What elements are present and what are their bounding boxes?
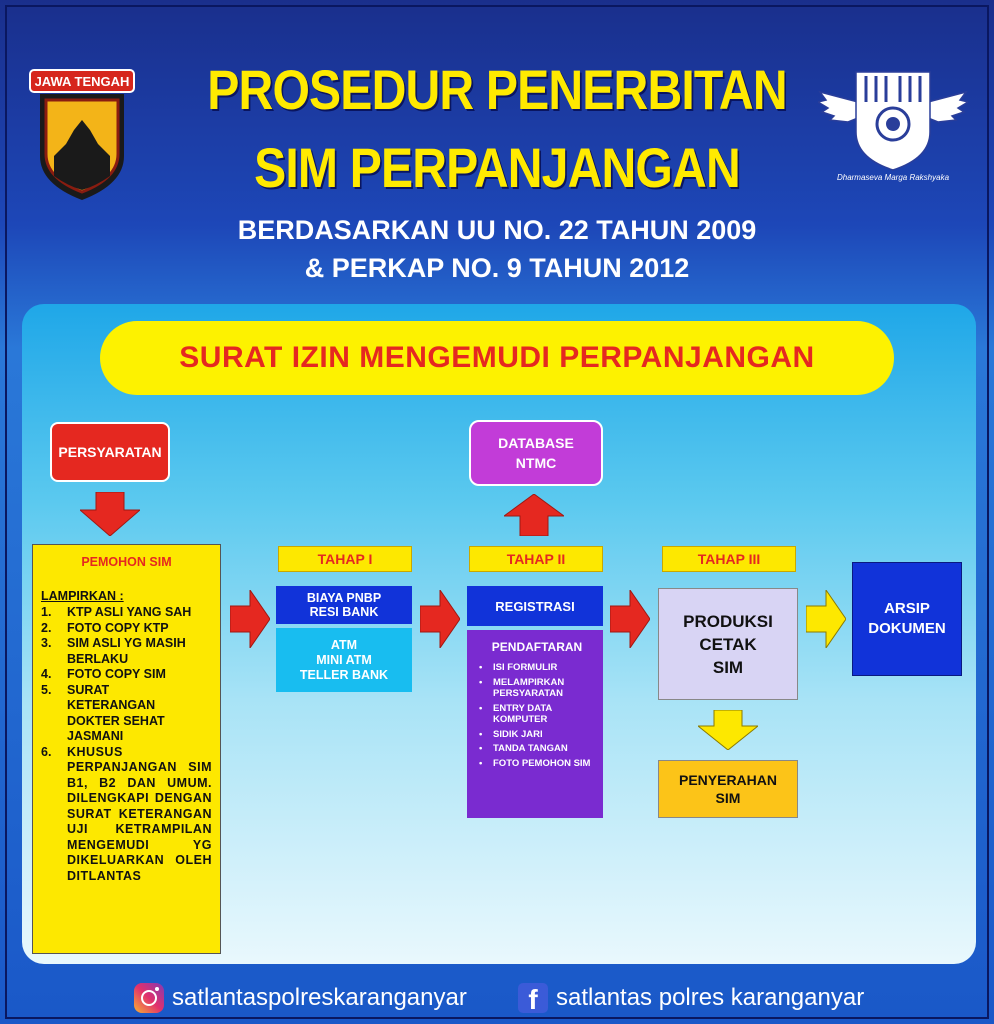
korlantas-logo: [818, 62, 968, 187]
pendaftaran-item: • MELAMPIRKAN PERSYARATAN: [479, 676, 565, 699]
requirement-item: 3. SIM ASLI YG MASIH BERLAKU: [41, 636, 186, 666]
pendaftaran-title: PENDAFTARAN: [491, 640, 583, 654]
arrow-right-3: [610, 590, 650, 648]
polda-jateng-logo: [26, 64, 138, 204]
facebook-handle: satlantas polres karanganyar: [556, 984, 865, 1011]
subtitle-line-2: & PERKAP NO. 9 TAHUN 2012: [304, 253, 690, 283]
pendaftaran-item: • ISI FORMULIR: [479, 662, 558, 673]
tahap-3-label: TAHAP III: [662, 546, 796, 572]
pendaftaran-item: • SIDIK JARI: [479, 728, 543, 740]
lampiran-label: LAMPIRKAN :: [41, 589, 124, 603]
requirement-item: 1. KTP ASLI YANG SAH: [41, 605, 192, 619]
arrow-down-persyaratan: [80, 492, 140, 536]
arrow-down-produksi: [698, 710, 758, 750]
subtitle-line-1: BERDASARKAN UU NO. 22 TAHUN 2009: [237, 215, 757, 245]
pendaftaran-item: • TANDA TANGAN: [479, 743, 568, 754]
registrasi-box: REGISTRASI: [467, 586, 603, 626]
persyaratan-box: PERSYARATAN: [50, 422, 170, 482]
atm-box: ATM MINI ATM TELLER BANK: [276, 628, 412, 692]
requirement-item: 6. KHUSUS PERPANJANGAN SIM B1, B2 DAN UMUM. DILENGKAPI DENGAN SURAT KETERANGAN UJI KETRAMPILAN MENGEMUDI YG DIKELUARKAN OLEH DITLANTAS: [41, 744, 212, 883]
arsip-box: ARSIP DOKUMEN: [852, 562, 962, 676]
pendaftaran-item: • FOTO PEMOHON SIM: [479, 757, 591, 769]
produksi-box: PRODUKSI CETAK SIM: [658, 588, 798, 700]
requirement-item: 4. FOTO COPY SIM: [41, 667, 166, 681]
biaya-pnbp-box: BIAYA PNBP RESI BANK: [276, 586, 412, 624]
requirement-item: 2. FOTO COPY KTP: [41, 620, 169, 635]
arrow-right-2: [420, 590, 460, 648]
penyerahan-box: PENYERAHAN SIM: [658, 760, 798, 818]
instagram-icon: [134, 983, 164, 1013]
title-line-1: PROSEDUR PENERBITAN: [207, 58, 787, 121]
requirement-item: 5. SURAT KETERANGAN DOKTER SEHAT JASMANI: [41, 682, 165, 743]
arrow-up-database: [504, 494, 564, 536]
tahap-1-label: TAHAP I: [278, 546, 412, 572]
logo-right-motto: Dharmaseva Marga Rakshyaka: [836, 173, 950, 182]
title-line-2: SIM PERPANJANGAN: [254, 136, 740, 199]
section-banner: SURAT IZIN MENGEMUDI PERPANJANGAN: [100, 321, 894, 395]
arrow-right-4: [806, 590, 846, 648]
facebook-icon: f: [518, 983, 548, 1013]
pemohon-box: [32, 544, 221, 954]
pendaftaran-item: • ENTRY DATA KOMPUTER: [479, 702, 552, 725]
logo-left-label: JAWA TENGAH: [34, 74, 130, 89]
requirement-list: [41, 605, 212, 884]
arrow-right-1: [230, 590, 270, 648]
pendaftaran-box: [467, 630, 603, 818]
instagram-handle: satlantaspolreskaranganyar: [172, 984, 467, 1011]
tahap-2-label: TAHAP II: [469, 546, 603, 572]
database-ntmc-box: DATABASE NTMC: [469, 420, 603, 486]
pemohon-title: PEMOHON SIM: [81, 555, 172, 569]
